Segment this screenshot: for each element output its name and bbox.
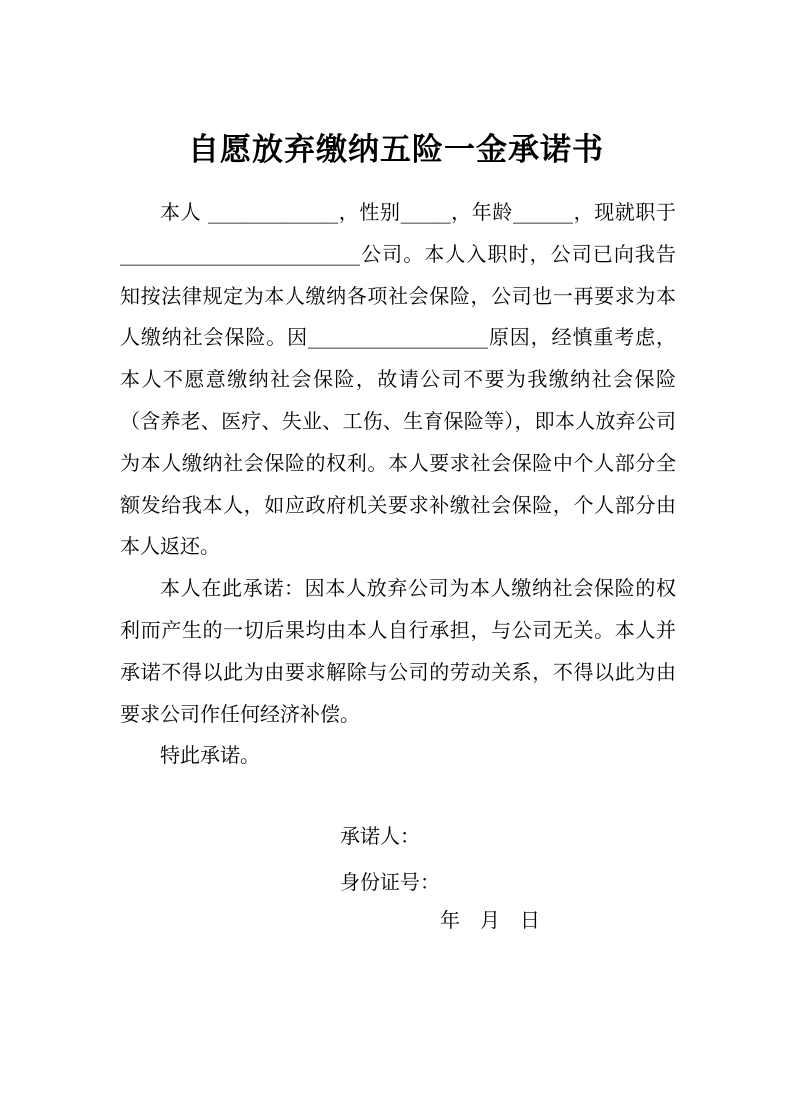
document-title: 自愿放弃缴纳五险一金承诺书 bbox=[188, 132, 604, 168]
id-number-label: 身份证号： bbox=[340, 870, 440, 894]
promisor-label: 承诺人： bbox=[340, 824, 420, 848]
closing-line: 特此承诺。 bbox=[160, 743, 260, 768]
date-label: 年 月 日 bbox=[440, 908, 540, 932]
document-body bbox=[120, 192, 676, 777]
paragraph-commitment: 本人在此承诺：因本人放弃公司为本人缴纳社会保险的权利而产生的一切后果均由本人自行承担，与公司无关。本人并承诺不得以此为由要求解除与公司的劳动关系，不得以此为由要求公司作任何经济补偿。 bbox=[120, 576, 676, 726]
paragraph-statement: 本人 _____________，性别_____，年龄______，现就职于________________________公司。本人入职时，公司已向我告知按法律规定为本人缴纳各项社会保险，公司也一再要求为本人缴纳社会保险。因__________________原因，经慎重考虑，本人不愿意缴纳社会保险，故请公司不要为我缴纳社会保险（含养老、医疗、失业、工伤、生育保险等），即本人放弃公司为本人缴纳社会保险的权利。本人要求社会保险中个人部分全额发给我本人，如应政府机关要求补缴社会保险，个人部分由本人返还。 bbox=[120, 200, 676, 559]
